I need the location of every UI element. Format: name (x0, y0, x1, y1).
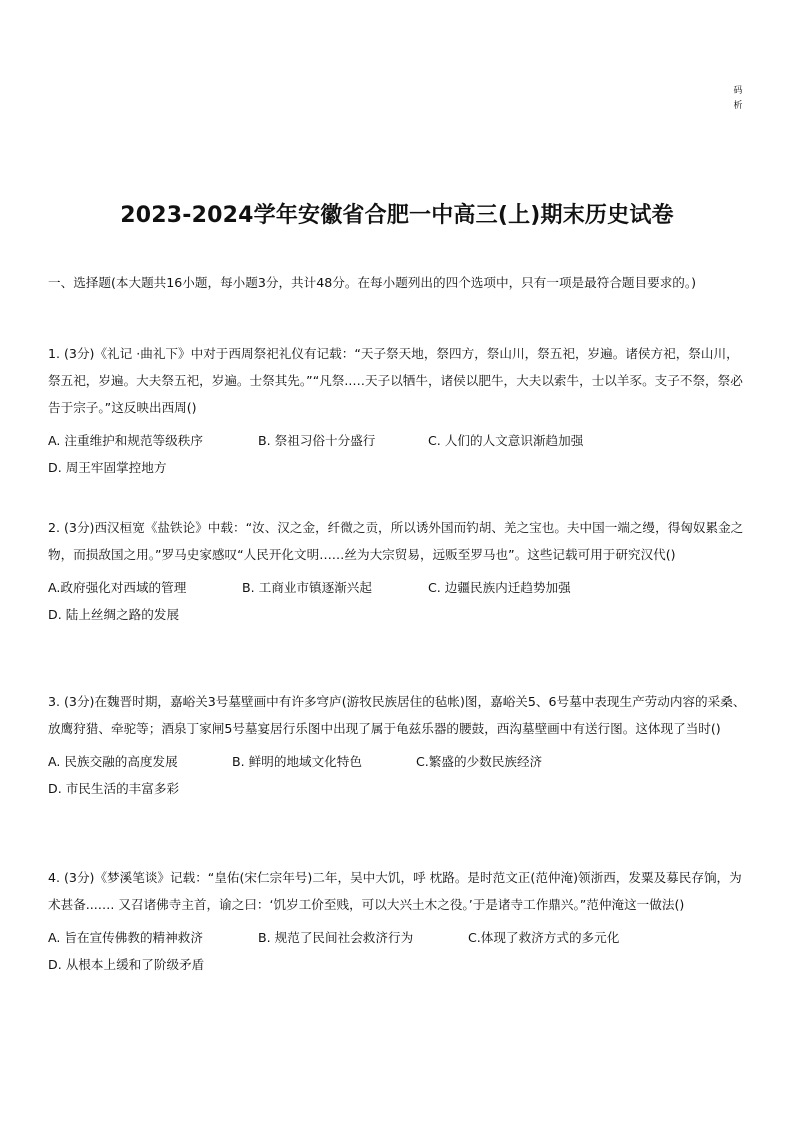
option-a: A. 民族交融的高度发展 (48, 754, 178, 769)
question-stem: 4. (3分)《梦溪笔谈》记载：“皇佑(宋仁宗年号)二年，吴中大饥，呼 枕路。是时范文正(范仲淹)领浙西，发粟及募民存饷，为术甚备...…. 又召诸佛寺主首，谕之曰：‘饥岁工价至贱，可以大兴土木之役。’于是诸寺工作鼎兴。”范仲淹这一做法() (48, 870, 742, 912)
option-a: A. 旨在宣传佛教的精神救济 (48, 930, 203, 945)
corner-mark-line-2: 析 (733, 101, 743, 111)
question-1 (48, 340, 748, 481)
question-2 (48, 514, 748, 628)
question-stem: 2. (3分)西汉桓宽《盐铁论》中载：“汝、汉之金，纤微之贡，所以诱外国而钓胡、羌之宝也。夫中国一端之缦，得匈奴累金之物，而损敌国之用。”罗马史家感叹“人民开化文明……丝为大宗贸易，远贩至罗马也”。这些记载可用于研究汉代() (48, 520, 744, 562)
option-d: D. 周王牢固掌控地方 (48, 460, 167, 475)
corner-mark (731, 84, 745, 114)
question-4 (48, 864, 748, 978)
option-c: C. 人们的人文意识渐趋加强 (428, 433, 584, 448)
question-3 (48, 688, 748, 802)
section-instruction: 一、选择题(本大题共16小题，每小题3分，共计48分。在每小题列出的四个选项中，只有一项是最符合题目要求的。) (48, 275, 697, 290)
corner-mark-line-1: 码 (733, 86, 743, 96)
option-c: C.繁盛的少数民族经济 (416, 754, 543, 769)
option-a: A. 注重维护和规范等级秩序 (48, 433, 203, 448)
option-c: C. 边疆民族内迁趋势加强 (428, 580, 571, 595)
option-d: D. 市民生活的丰富多彩 (48, 781, 180, 796)
question-stem: 1. (3分)《礼记 ·曲礼下》中对于西周祭祀礼仪有记载：“天子祭天地，祭四方，祭山川，祭五祀，岁遍。诸侯方祀，祭山川，祭五祀，岁遍。大夫祭五祀，岁遍。士祭其先。”“凡祭..…天子以牺牛，诸侯以肥牛，大夫以索牛，士以羊豕。支子不祭，祭必告于宗子。”这反映出西周() (48, 346, 743, 415)
option-d: D. 陆上丝绸之路的发展 (48, 607, 180, 622)
question-stem: 3. (3分)在魏晋时期，嘉峪关3号墓壁画中有许多穹庐(游牧民族居住的毡帐)图，嘉峪关5、6号墓中表现生产劳动内容的采桑、放鹰狩猎、牵驼等；酒泉丁家闸5号墓宴居行乐图中出现了属于龟兹乐器的腰鼓，西沟墓壁画中有送行图。这体现了当时() (48, 694, 746, 736)
exam-title: 2023-2024学年安徽省合肥一中高三(上)期末历史试卷 (120, 203, 674, 228)
option-b: B. 鲜明的地域文化特色 (232, 754, 362, 769)
option-b: B. 工商业市镇逐渐兴起 (242, 580, 372, 595)
option-a: A.政府强化对西域的管理 (48, 580, 187, 595)
option-b: B. 规范了民间社会救济行为 (258, 930, 414, 945)
option-b: B. 祭祖习俗十分盛行 (258, 433, 376, 448)
option-c: C.体现了救济方式的多元化 (468, 930, 620, 945)
option-d: D. 从根本上缓和了阶级矛盾 (48, 957, 205, 972)
